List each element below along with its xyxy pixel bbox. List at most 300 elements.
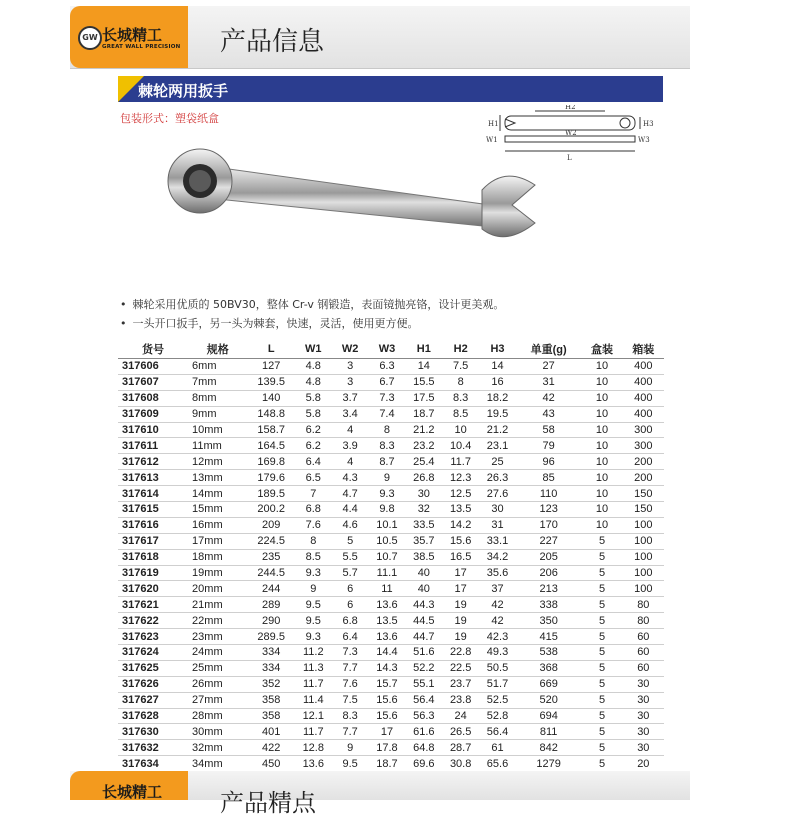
table-cell: 10 [581, 422, 622, 438]
header-bar [70, 6, 690, 69]
item-code-cell: 317624 [118, 645, 188, 661]
table-cell: 150 [623, 486, 664, 502]
table-cell: 100 [623, 565, 664, 581]
item-code-cell: 317627 [118, 692, 188, 708]
table-cell: 8.7 [369, 454, 406, 470]
table-cell: 213 [516, 581, 581, 597]
table-cell: 3.7 [332, 390, 369, 406]
col-header: H3 [479, 340, 516, 359]
table-cell: 4 [332, 454, 369, 470]
table-cell: 79 [516, 438, 581, 454]
table-cell: 3.4 [332, 406, 369, 422]
table-cell: 13.6 [295, 756, 332, 772]
table-cell: 352 [248, 676, 295, 692]
table-cell: 12.3 [442, 470, 479, 486]
table-header-row [118, 340, 664, 359]
table-cell: 42 [516, 390, 581, 406]
size-cell: 9mm [188, 406, 247, 422]
table-cell: 31 [479, 517, 516, 533]
table-cell: 400 [623, 374, 664, 390]
table-row [118, 613, 664, 629]
table-cell: 52.2 [405, 660, 442, 676]
footer-title: 产品精点 [220, 789, 316, 817]
table-cell: 10 [581, 438, 622, 454]
table-cell: 150 [623, 502, 664, 518]
table-cell: 10 [581, 359, 622, 375]
table-cell: 538 [516, 645, 581, 661]
diagram-label-h2: H2 [565, 105, 576, 111]
table-cell: 140 [248, 390, 295, 406]
table-cell: 34.2 [479, 549, 516, 565]
table-cell: 209 [248, 517, 295, 533]
table-cell: 14.4 [369, 645, 406, 661]
table-row [118, 565, 664, 581]
diagram-ring-end [620, 118, 630, 128]
table-cell: 10.1 [369, 517, 406, 533]
table-cell: 358 [248, 692, 295, 708]
col-header: H1 [405, 340, 442, 359]
table-cell: 189.5 [248, 486, 295, 502]
table-cell: 5 [332, 533, 369, 549]
table-cell: 4.8 [295, 374, 332, 390]
col-header: 箱装 [623, 340, 664, 359]
table-cell: 5 [581, 724, 622, 740]
table-cell: 43 [516, 406, 581, 422]
item-code-cell: 317613 [118, 470, 188, 486]
table-cell: 5 [581, 740, 622, 756]
table-cell: 30.8 [442, 756, 479, 772]
item-code-cell: 317615 [118, 502, 188, 518]
table-cell: 200.2 [248, 502, 295, 518]
page-title: 产品信息 [220, 27, 325, 57]
col-header: W1 [295, 340, 332, 359]
table-cell: 7.3 [369, 390, 406, 406]
footer-bar [70, 771, 690, 817]
spec-table [118, 340, 664, 788]
table-row [118, 756, 664, 772]
col-header: L [248, 340, 295, 359]
table-cell: 9.5 [332, 756, 369, 772]
size-cell: 8mm [188, 390, 247, 406]
feature-item: • 一头开口扳手，另一头为棘套，快速，灵活，使用更方便。 [120, 315, 504, 331]
item-code-cell: 317621 [118, 597, 188, 613]
table-cell: 15.6 [369, 692, 406, 708]
table-cell: 25.4 [405, 454, 442, 470]
table-cell: 4.8 [295, 359, 332, 375]
table-cell: 401 [248, 724, 295, 740]
table-cell: 23.2 [405, 438, 442, 454]
table-cell: 289 [248, 597, 295, 613]
size-cell: 17mm [188, 533, 247, 549]
table-cell: 60 [623, 645, 664, 661]
size-cell: 16mm [188, 517, 247, 533]
table-cell: 31 [516, 374, 581, 390]
table-cell: 19.5 [479, 406, 516, 422]
table-cell: 400 [623, 359, 664, 375]
table-cell: 6.7 [369, 374, 406, 390]
table-cell: 23.1 [479, 438, 516, 454]
table-cell: 200 [623, 470, 664, 486]
table-cell: 10 [581, 470, 622, 486]
table-cell: 10 [581, 374, 622, 390]
item-code-cell: 317623 [118, 629, 188, 645]
feature-list [120, 296, 504, 334]
table-cell: 350 [516, 613, 581, 629]
table-cell: 6.3 [369, 359, 406, 375]
table-cell: 450 [248, 756, 295, 772]
table-cell: 80 [623, 613, 664, 629]
table-cell: 8.3 [442, 390, 479, 406]
col-header: W3 [369, 340, 406, 359]
table-row [118, 533, 664, 549]
table-cell: 368 [516, 660, 581, 676]
table-cell: 170 [516, 517, 581, 533]
table-cell: 158.7 [248, 422, 295, 438]
table-cell: 14 [405, 359, 442, 375]
item-code-cell: 317618 [118, 549, 188, 565]
diagram-label-w3: W3 [638, 136, 650, 144]
table-cell: 30 [623, 692, 664, 708]
table-cell: 169.8 [248, 454, 295, 470]
packing-info: 包装形式：塑袋纸盒 [120, 112, 219, 125]
table-cell: 9.3 [295, 629, 332, 645]
table-cell: 27.6 [479, 486, 516, 502]
table-cell: 22.8 [442, 645, 479, 661]
table-cell: 11.4 [295, 692, 332, 708]
table-cell: 8.3 [332, 708, 369, 724]
table-cell: 5 [581, 613, 622, 629]
table-row [118, 486, 664, 502]
table-cell: 7 [295, 486, 332, 502]
table-cell: 4.7 [332, 486, 369, 502]
table-cell: 40 [405, 565, 442, 581]
table-cell: 6.4 [332, 629, 369, 645]
item-code-cell: 317614 [118, 486, 188, 502]
table-row [118, 359, 664, 375]
table-cell: 13.5 [442, 502, 479, 518]
item-code-cell: 317610 [118, 422, 188, 438]
table-cell: 338 [516, 597, 581, 613]
table-cell: 15.6 [369, 708, 406, 724]
table-cell: 11.7 [295, 724, 332, 740]
table-cell: 35.6 [479, 565, 516, 581]
table-row [118, 470, 664, 486]
item-code-cell: 317606 [118, 359, 188, 375]
table-cell: 5 [581, 581, 622, 597]
table-cell: 400 [623, 406, 664, 422]
table-row [118, 390, 664, 406]
table-row [118, 676, 664, 692]
table-cell: 15.6 [442, 533, 479, 549]
table-cell: 415 [516, 629, 581, 645]
table-cell: 60 [623, 629, 664, 645]
table-cell: 52.5 [479, 692, 516, 708]
item-code-cell: 317634 [118, 756, 188, 772]
table-cell: 9.3 [295, 565, 332, 581]
table-cell: 60 [623, 660, 664, 676]
table-cell: 8.3 [369, 438, 406, 454]
table-row [118, 438, 664, 454]
table-cell: 7.5 [332, 692, 369, 708]
table-cell: 16 [479, 374, 516, 390]
table-cell: 5 [581, 756, 622, 772]
diagram-open-end [505, 119, 515, 127]
table-cell: 61 [479, 740, 516, 756]
size-cell: 12mm [188, 454, 247, 470]
table-cell: 17.5 [405, 390, 442, 406]
table-cell: 179.6 [248, 470, 295, 486]
table-cell: 224.5 [248, 533, 295, 549]
table-cell: 358 [248, 708, 295, 724]
table-cell: 27 [516, 359, 581, 375]
table-cell: 6.8 [332, 613, 369, 629]
table-cell: 61.6 [405, 724, 442, 740]
table-cell: 7.7 [332, 724, 369, 740]
table-cell: 42 [479, 597, 516, 613]
table-cell: 127 [248, 359, 295, 375]
table-cell: 11 [369, 581, 406, 597]
diagram-label-h1: H1 [488, 120, 499, 128]
col-header: H2 [442, 340, 479, 359]
table-cell: 7.3 [332, 645, 369, 661]
table-cell: 96 [516, 454, 581, 470]
table-cell: 520 [516, 692, 581, 708]
table-cell: 694 [516, 708, 581, 724]
table-cell: 11.7 [442, 454, 479, 470]
table-row [118, 502, 664, 518]
table-cell: 3 [332, 359, 369, 375]
table-cell: 32 [405, 502, 442, 518]
item-code-cell: 317609 [118, 406, 188, 422]
table-cell: 8 [442, 374, 479, 390]
table-cell: 6 [332, 597, 369, 613]
table-row [118, 740, 664, 756]
footer-logo [70, 771, 188, 800]
table-row [118, 454, 664, 470]
table-cell: 21.2 [405, 422, 442, 438]
table-cell: 205 [516, 549, 581, 565]
item-code-cell: 317617 [118, 533, 188, 549]
diagram-label-l: L [567, 154, 572, 162]
table-cell: 30 [405, 486, 442, 502]
item-code-cell: 317630 [118, 724, 188, 740]
table-cell: 11.3 [295, 660, 332, 676]
table-cell: 56.3 [405, 708, 442, 724]
table-cell: 26.3 [479, 470, 516, 486]
table-cell: 811 [516, 724, 581, 740]
table-cell: 21.2 [479, 422, 516, 438]
table-cell: 5 [581, 533, 622, 549]
brand-name-cn: 长城精工 [102, 26, 163, 44]
table-cell: 10.5 [369, 533, 406, 549]
table-cell: 7.7 [332, 660, 369, 676]
table-cell: 842 [516, 740, 581, 756]
table-cell: 37 [479, 581, 516, 597]
table-cell: 24 [442, 708, 479, 724]
table-cell: 5 [581, 645, 622, 661]
table-cell: 44.5 [405, 613, 442, 629]
table-cell: 30 [623, 740, 664, 756]
table-cell: 51.6 [405, 645, 442, 661]
table-cell: 110 [516, 486, 581, 502]
table-cell: 12.8 [295, 740, 332, 756]
table-row [118, 549, 664, 565]
table-cell: 12.1 [295, 708, 332, 724]
table-cell: 400 [623, 390, 664, 406]
table-cell: 7.6 [295, 517, 332, 533]
size-cell: 7mm [188, 374, 247, 390]
table-cell: 11.7 [295, 676, 332, 692]
table-cell: 10 [442, 422, 479, 438]
table-cell: 5.8 [295, 390, 332, 406]
size-cell: 34mm [188, 756, 247, 772]
item-code-cell: 317628 [118, 708, 188, 724]
table-cell: 19 [442, 597, 479, 613]
table-cell: 289.5 [248, 629, 295, 645]
table-cell: 5.7 [332, 565, 369, 581]
table-cell: 56.4 [405, 692, 442, 708]
table-cell: 9 [332, 740, 369, 756]
wrench-ratchet-core [189, 170, 211, 192]
table-cell: 10 [581, 406, 622, 422]
wrench-open-head [482, 176, 535, 237]
table-cell: 9.5 [295, 613, 332, 629]
size-cell: 14mm [188, 486, 247, 502]
size-cell: 27mm [188, 692, 247, 708]
table-cell: 28.7 [442, 740, 479, 756]
table-cell: 13.6 [369, 629, 406, 645]
table-cell: 244 [248, 581, 295, 597]
table-cell: 26.8 [405, 470, 442, 486]
table-row [118, 581, 664, 597]
table-cell: 18.7 [405, 406, 442, 422]
col-header: W2 [332, 340, 369, 359]
table-cell: 334 [248, 645, 295, 661]
table-cell: 6.2 [295, 422, 332, 438]
size-cell: 24mm [188, 645, 247, 661]
item-code-cell: 317625 [118, 660, 188, 676]
product-name: 棘轮两用扳手 [138, 82, 229, 100]
item-code-cell: 317612 [118, 454, 188, 470]
table-cell: 5 [581, 660, 622, 676]
table-cell: 4.4 [332, 502, 369, 518]
wrench-image [160, 145, 550, 255]
table-cell: 14 [479, 359, 516, 375]
table-cell: 10.4 [442, 438, 479, 454]
size-cell: 23mm [188, 629, 247, 645]
feature-item: • 棘轮采用优质的 50BV30，整体 Cr-v 钢锻造，表面镜抛亮铬，设计更美观。 [120, 296, 504, 312]
table-cell: 15.7 [369, 676, 406, 692]
table-row [118, 374, 664, 390]
table-cell: 50.5 [479, 660, 516, 676]
table-cell: 85 [516, 470, 581, 486]
table-cell: 206 [516, 565, 581, 581]
table-cell: 17 [369, 724, 406, 740]
size-cell: 32mm [188, 740, 247, 756]
table-cell: 44.7 [405, 629, 442, 645]
table-cell: 23.8 [442, 692, 479, 708]
table-cell: 55.1 [405, 676, 442, 692]
col-header: 货号 [118, 340, 188, 359]
table-cell: 30 [623, 676, 664, 692]
size-cell: 19mm [188, 565, 247, 581]
item-code-cell: 317620 [118, 581, 188, 597]
table-cell: 9.8 [369, 502, 406, 518]
item-code-cell: 317607 [118, 374, 188, 390]
size-cell: 15mm [188, 502, 247, 518]
table-cell: 10.7 [369, 549, 406, 565]
table-cell: 3.9 [332, 438, 369, 454]
table-cell: 30 [623, 708, 664, 724]
table-cell: 10 [581, 486, 622, 502]
table-cell: 30 [623, 724, 664, 740]
table-cell: 669 [516, 676, 581, 692]
footer-brand-name: 长城精工 [102, 783, 163, 801]
table-cell: 8.5 [442, 406, 479, 422]
table-cell: 51.7 [479, 676, 516, 692]
table-cell: 17 [442, 581, 479, 597]
table-cell: 80 [623, 597, 664, 613]
table-cell: 100 [623, 533, 664, 549]
table-cell: 4.3 [332, 470, 369, 486]
table-cell: 5 [581, 676, 622, 692]
table-cell: 6.5 [295, 470, 332, 486]
table-cell: 33.5 [405, 517, 442, 533]
table-cell: 18.7 [369, 756, 406, 772]
table-cell: 9 [369, 470, 406, 486]
table-cell: 49.3 [479, 645, 516, 661]
table-row [118, 660, 664, 676]
table-cell: 8 [369, 422, 406, 438]
table-cell: 7.4 [369, 406, 406, 422]
table-cell: 4 [332, 422, 369, 438]
table-cell: 64.8 [405, 740, 442, 756]
table-cell: 5 [581, 708, 622, 724]
table-cell: 200 [623, 454, 664, 470]
item-code-cell: 317611 [118, 438, 188, 454]
size-cell: 6mm [188, 359, 247, 375]
table-cell: 10 [581, 517, 622, 533]
size-cell: 21mm [188, 597, 247, 613]
table-row [118, 724, 664, 740]
table-body [118, 359, 664, 788]
table-cell: 235 [248, 549, 295, 565]
table-cell: 11.1 [369, 565, 406, 581]
table-cell: 6.2 [295, 438, 332, 454]
table-cell: 17.8 [369, 740, 406, 756]
table-cell: 35.7 [405, 533, 442, 549]
brand-mark-icon: GW [78, 26, 102, 50]
table-cell: 17 [442, 565, 479, 581]
table-cell: 11.2 [295, 645, 332, 661]
table-cell: 5.5 [332, 549, 369, 565]
item-code-cell: 317632 [118, 740, 188, 756]
diagram-wrench-outline [505, 116, 635, 130]
table-cell: 40 [405, 581, 442, 597]
size-cell: 11mm [188, 438, 247, 454]
table-cell: 100 [623, 549, 664, 565]
table-cell: 9.3 [369, 486, 406, 502]
table-cell: 100 [623, 581, 664, 597]
table-cell: 44.3 [405, 597, 442, 613]
col-header: 单重(g) [516, 340, 581, 359]
table-cell: 25 [479, 454, 516, 470]
table-cell: 9 [295, 581, 332, 597]
item-code-cell: 317626 [118, 676, 188, 692]
table-row [118, 422, 664, 438]
table-row [118, 406, 664, 422]
table-cell: 3 [332, 374, 369, 390]
